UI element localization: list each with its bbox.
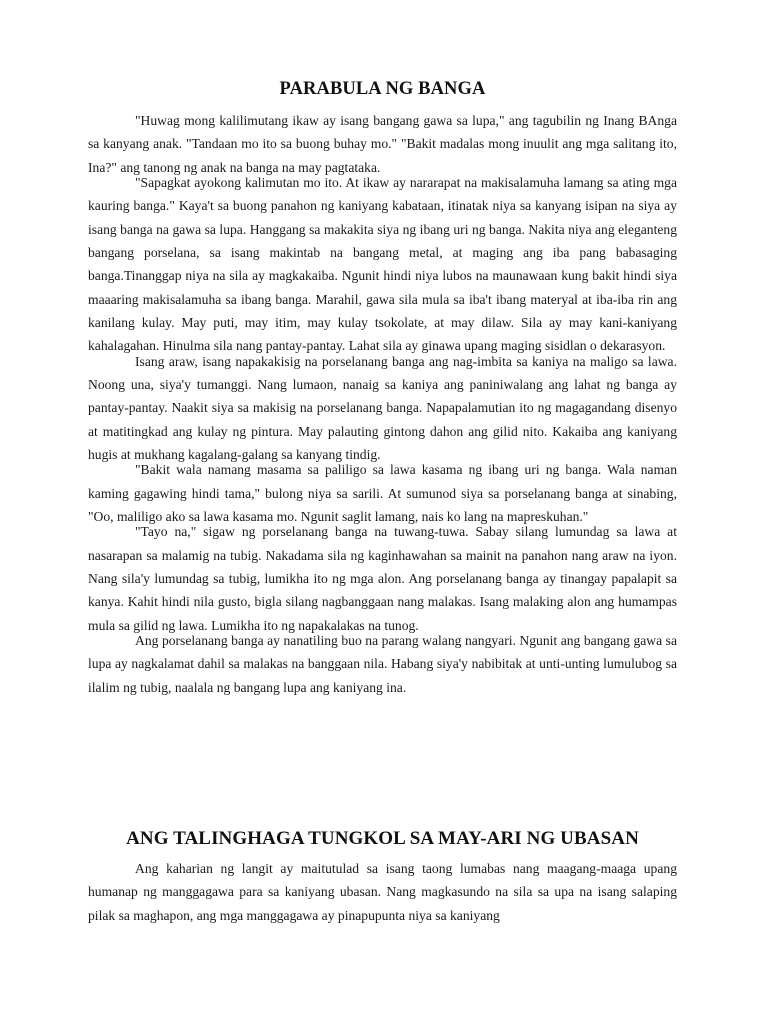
paragraph: Ang porselanang banga ay nanatiling buo na parang walang nangyari. Ngunit ang bangang gawa sa lupa ay nagkalamat dahil sa malakas na banggaan nila. Habang siya'y nabibitak at unti-unting lumulubog sa ilalim ng tubig, naalala ng bangang lupa ang kaniyang ina. [88,633,677,695]
section-parabula-ng-banga [88,109,677,699]
section-title-talinghaga-ubasan: ANG TALINGHAGA TUNGKOL SA MAY-ARI NG UBASAN [126,828,639,849]
section-talinghaga-ubasan [88,857,677,927]
section-title-parabula-ng-banga: PARABULA NG BANGA [279,79,486,99]
paragraph: "Huwag mong kalilimutang ikaw ay isang bangang gawa sa lupa," ang tagubilin ng Inang BAnga sa kanyang anak. "Tandaan mo ito sa buong buhay mo." "Bakit madalas mong inuulit ang mga salitang ito, Ina?" ang tanong ng anak na banga na may pagtataka. [88,113,677,175]
paragraph: Isang araw, isang napakakisig na porselanang banga ang nag-imbita sa kaniya na maligo sa lawa. Noong una, siya'y tumanggi. Nang lumaon, nanaig sa kaniya ang paniniwalang ang lahat ng banga ay pantay-pantay. Naakit siya sa makisig na porselanang banga. Napapalamutian ito ng magagandang disenyo at matitingkad ang kulay ng pintura. May palauting gintong dahon ang gilid nito. Kakaiba ang kaniyang hugis at mukhang kagalang-galang sa kanyang tindig. [88,353,677,462]
paragraph: "Bakit wala namang masama sa paliligo sa lawa kasama ng ibang uri ng banga. Wala naman kaming gagawing hindi tama," bulong niya sa sarili. At sumunod siya sa porselanang banga at sinabing, "Oo, maliligo ako sa lawa kasama mo. Ngunit saglit lamang, nais ko lang na mapreskuhan." [88,462,677,524]
paragraph: Ang kaharian ng langit ay maitutulad sa isang taong lumabas nang maagang-maaga upang humanap ng manggagawa para sa kaniyang ubasan. Nang magkasundo na sila sa upa na isang salaping pilak sa maghapon, ang mga manggagawa ay pinapupunta niya sa kaniyang [88,861,677,923]
paragraph: "Sapagkat ayokong kalimutan mo ito. At ikaw ay nararapat na makisalamuha lamang sa ating mga kauring banga." Kaya't sa buong panahon ng kaniyang kabataan, itinatak niya sa kanyang isipan na siya ay isang banga na gawa sa lupa. Hanggang sa makakita siya ng ibang uri ng banga. Nakita niya ang eleganteng bangang porselana, sa isang makintab na bangang metal, at maging ang iba pang babasaging banga.Tinanggap niya na sila ay magkakaiba. Ngunit hindi niya lubos na maunawaan kung bakit hindi siya maaaring makisalamuha sa ibang banga. Marahil, gawa sila mula sa iba't ibang materyal at iba-iba rin ang kanilang kulay. May puti, may itim, may kulay tsokolate, at may dilaw. Sila ay may kani-kaniyang kahalagahan. Hinulma sila nang pantay-pantay. Lahat sila ay ginawa upang maging sisidlan o dekarasyon. [88,175,677,354]
paragraph: "Tayo na," sigaw ng porselanang banga na tuwang-tuwa. Sabay silang lumundag sa lawa at nasarapan sa malamig na tubig. Nakadama sila ng kaginhawahan sa mainit na panahon nang araw na iyon. Nang sila'y lumundag sa tubig, lumikha ito ng mga alon. Ang porselanang banga ay tinangay papalapit sa kanya. Kahit hindi nila gusto, bigla silang nagbanggaan nang malakas. Isang malaking alon ang humampas mula sa gilid ng lawa. Lumikha ito ng napakalakas na tunog. [88,524,677,633]
